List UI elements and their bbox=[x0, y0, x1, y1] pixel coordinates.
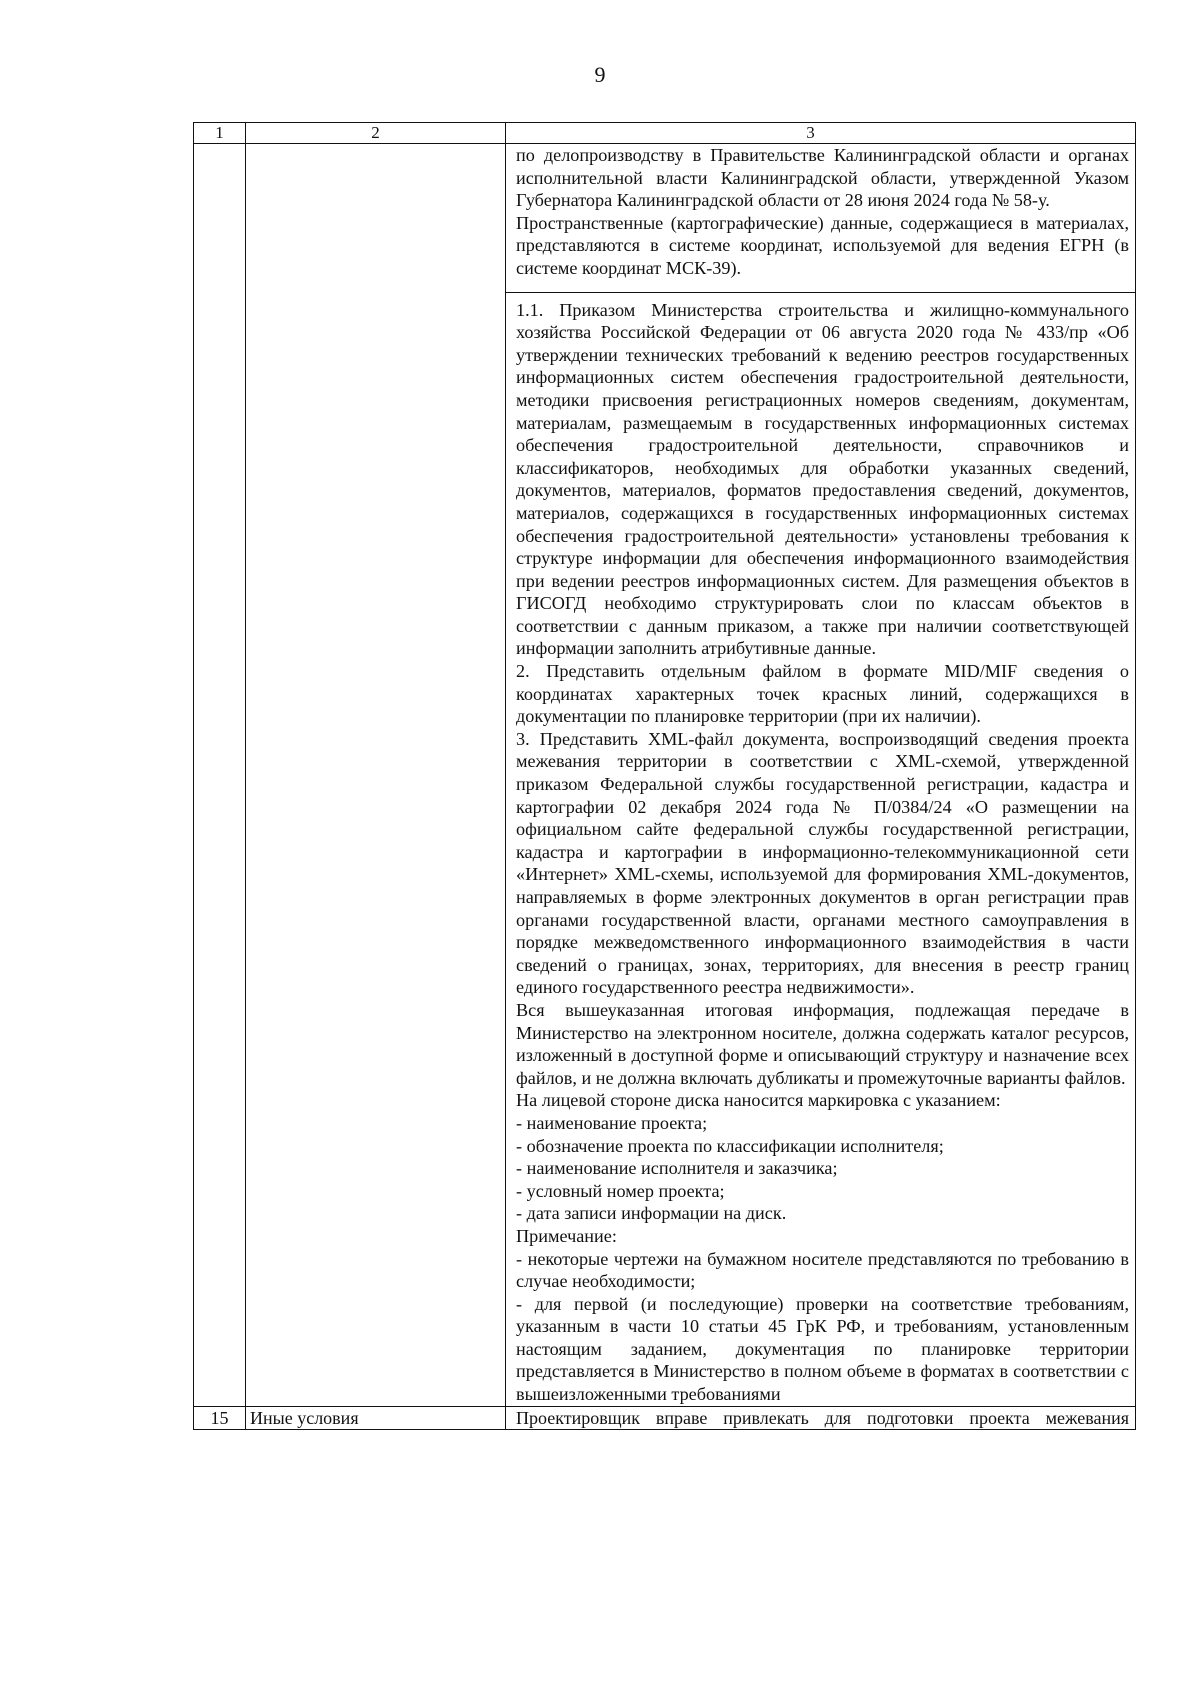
table-row-15 bbox=[194, 1406, 1136, 1429]
xml-file-paragraph: 3. Представить XML-файл документа, воспроизводящий сведения проекта межевания территории в соответствии с XML-схемой, утвержденной приказом Федеральной службы государственной регистрации, кадастра и картографии 02 декабря 2024 года № П/0384/24 «О размещении на официальном сайте федеральной службы государственной регистрации, кадастра и картографии в информационно-телекоммуникационной сети «Интернет» XML-схемы, используемой для формирования XML-документов, направляемых в форме электронных документов в орган регистрации прав органами государственной власти, органами местного самоуправления в порядке межведомственного информационного взаимодействия в части сведений о границах, зонах, территориях, для внесения в реестр границ единого государственного реестра недвижимости». bbox=[516, 728, 1129, 998]
row-label-cell-empty bbox=[246, 144, 506, 1407]
row-label: Иные условия bbox=[246, 1406, 506, 1429]
marking-item: - наименование исполнителя и заказчика; bbox=[516, 1158, 838, 1179]
table-header-row bbox=[194, 123, 1136, 144]
note-item: - для первой (и последующие) проверки на соответствие требованиям, указанным в части 10 статьи 45 ГрК РФ, и требованиям, установленным настоящим заданием, документация по планировке территории представляется в Министерство в полном объеме в форматах в соответствии с вышеизложенными требованиями bbox=[516, 1293, 1129, 1405]
inner-divider bbox=[506, 280, 1135, 293]
row-content: Проектировщик вправе привлекать для подготовки проекта межевания bbox=[506, 1406, 1136, 1429]
continued-paragraph: по делопроизводству в Правительстве Калининградской области и органах исполнительной власти Калининградской области, утвержденной Указом Губернатора Калининградской области от 28 июня 2024 года № 58-у. bbox=[516, 145, 1129, 211]
note-item: - некоторые чертежи на бумажном носителе представляются по требованию в случае необходимости; bbox=[516, 1248, 1129, 1292]
header-col-1: 1 bbox=[194, 123, 246, 144]
header-col-2: 2 bbox=[246, 123, 506, 144]
order-433-paragraph: 1.1. Приказом Министерства строительства и жилищно-коммунального хозяйства Российской Федерации от 06 августа 2020 года № 433/пр «Об утверждении технических требований к ведению реестров государственных информационных систем обеспечения градостроительной деятельности, методики присвоения регистрационных номеров сведениям, документам, материалам, размещаемым в государственных информационных системах обеспечения градостроительной деятельности, справочников и классификаторов, необходимых для обработки указанных сведений, документов, материалов, форматов предоставления сведений, документов, материалов, содержащихся в государственных информационных системах обеспечения градостроительной деятельности» установлены требования к структуре информации для обеспечения информационного взаимодействия при ведении реестров информационных систем. Для размещения объектов в ГИСОГД необходимо структурировать слои по классам объектов в соответствии с данным приказом, а также при наличии соответствующей информации заполнить атрибутивные данные. bbox=[516, 299, 1129, 659]
final-info-paragraph: Вся вышеуказанная итоговая информация, подлежащая передаче в Министерство на электронном носителе, должна содержать каталог ресурсов, изложенный в доступной форме и описывающий структуру и назначение всех файлов, и не должна включать дубликаты и промежуточные варианты файлов. bbox=[516, 999, 1129, 1088]
table-row-continued bbox=[194, 144, 1136, 1407]
marking-item: - обозначение проекта по классификации исполнителя; bbox=[516, 1135, 944, 1156]
row-number-cell-empty bbox=[194, 144, 246, 1407]
requirements-table bbox=[193, 122, 1136, 1430]
coordinate-system-paragraph: Пространственные (картографические) данные, содержащиеся в материалах, представляются в системе координат, используемой для ведения ЕГРН (в системе координат МСК-39). bbox=[516, 212, 1129, 278]
note-label: Примечание: bbox=[516, 1225, 617, 1246]
row-content-cell bbox=[506, 144, 1136, 1407]
marking-item: - наименование проекта; bbox=[516, 1112, 708, 1133]
marking-item: - условный номер проекта; bbox=[516, 1180, 725, 1201]
header-col-3: 3 bbox=[506, 123, 1136, 144]
marking-item: - дата записи информации на диск. bbox=[516, 1203, 787, 1224]
row-number: 15 bbox=[194, 1406, 246, 1429]
marking-intro: На лицевой стороне диска наносится маркировка с указанием: bbox=[516, 1090, 1001, 1111]
page-number: 9 bbox=[594, 62, 606, 87]
mid-mif-paragraph: 2. Представить отдельным файлом в формате MID/MIF сведения о координатах характерных точек красных линий, содержащихся в документации по планировке территории (при их наличии). bbox=[516, 661, 1129, 727]
